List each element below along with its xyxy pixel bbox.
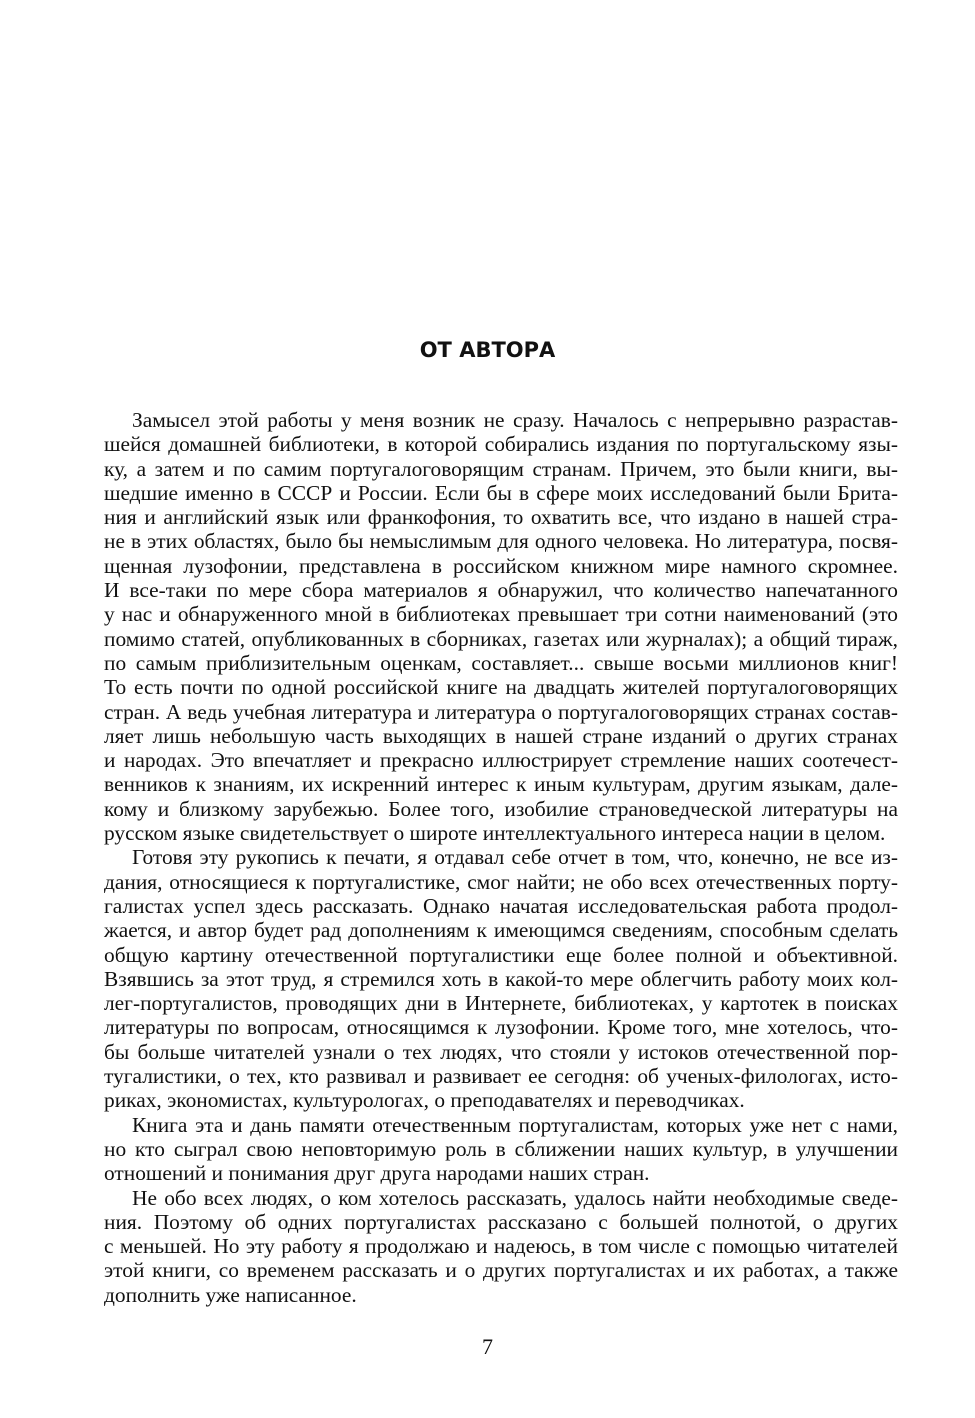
text-line: риках, экономистах, культурологах, о преподавателях и переводчиках. (104, 1088, 745, 1113)
text-line: жается, и автор будет рад дополнениям к имеющимся сведениям, способным сделать (104, 918, 898, 943)
text-line: шедшие именно в СССР и России. Если бы в сфере моих исследований были Брита- (104, 480, 898, 505)
text-line: русском языке свидетельствует о широте интеллектуального интереса нации в целом. (104, 821, 886, 846)
text-line: Книга эта и дань памяти отечественным португалистам, которых уже нет с нами, (132, 1112, 898, 1137)
text-line: Взявшись за этот труд, я стремился хоть в какой-то мере облегчить работу моих кол- (104, 966, 898, 991)
text-line: у нас и обнаруженного мной в библиотеках превышает три сотни наименований (это (104, 602, 898, 627)
paragraph (104, 1113, 898, 1186)
text-line: щенная лузофонии, представлена в российском книжном мире намного скромнее. (104, 553, 898, 578)
body-text (104, 408, 898, 1307)
text-line: стран. А ведь учебная литература и литература о португалоговорящих странах состав- (104, 699, 898, 724)
text-line: галистах успел здесь рассказать. Однако начатая исследовательская работа продол- (104, 893, 898, 918)
text-line: ния и английский язык или франкофония, то охватить все, что издано в нашей стра- (104, 505, 898, 530)
text-line: помимо статей, опубликованных в сборниках, газетах или журналах); а общий тираж, (104, 626, 898, 651)
text-line: Готовя эту рукопись к печати, я отдавал себе отчет в том, что, конечно, не все из- (132, 845, 898, 870)
text-line: по самым приблизительным оценкам, составляет... свыше восьми миллионов книг! (104, 650, 898, 675)
text-line: и народах. Это впечатляет и прекрасно иллюстрирует стремление наших соотечест- (104, 748, 898, 773)
text-line: бы больше читателей узнали о тех людях, что стояли у истоков отечественной пор- (104, 1039, 898, 1064)
text-line: кому и близкому зарубежью. Более того, изобилие страноведческой литературы на (104, 796, 898, 821)
text-line: дополнить уже написанное. (104, 1282, 357, 1307)
page-number: 7 (482, 1334, 493, 1359)
text-line: этой книги, со временем рассказать и о других португалистах и их работах, а также (104, 1258, 898, 1283)
text-line: тугалистики, о тех, кто развивал и развивает ее сегодня: об ученых-филологах, исто- (104, 1064, 898, 1089)
text-line: И все-таки по мере сбора материалов я обнаружил, что количество напечатанного (104, 578, 898, 603)
text-line: но кто сыграл свою неповторимую роль в сближении наших культур, в улучшении (104, 1136, 898, 1161)
text-line: венников к знаниям, их искренний интерес к иным культурам, другим языкам, дале- (104, 772, 898, 797)
text-line: отношений и понимания друг друга народами наших стран. (104, 1161, 650, 1186)
text-line: дания, относящиеся к португалистике, смог найти; не обо всех отечественных порту- (104, 869, 898, 894)
text-line: Замысел этой работы у меня возник не сразу. Началось с непрерывно разрастав- (132, 408, 898, 432)
text-line: общую картину отечественной португалистики еще более полной и объективной. (104, 942, 898, 967)
text-line: шейся домашней библиотеки, в которой собирались издания по португальскому язы- (104, 432, 898, 457)
paragraph (104, 845, 898, 1112)
text-line: с меньшей. Но эту работу я продолжаю и надеюсь, в том числе с помощью читателей (104, 1234, 898, 1259)
paragraph (104, 408, 898, 845)
paragraph (104, 1186, 898, 1307)
page-title: ОТ АВТОРА (419, 338, 556, 362)
text-line: лег-португалистов, проводящих дни в Интернете, библиотеках, у картотек в поисках (104, 991, 898, 1016)
text-line: ляет лишь небольшую часть выходящих в нашей стране изданий о других странах (104, 723, 898, 748)
text-line: не в этих областях, было бы немыслимым для одного человека. Но литература, посвя- (104, 529, 898, 554)
text-line: ния. Поэтому об одних португалистах рассказано с большей полнотой, о других (104, 1209, 898, 1234)
text-line: То есть почти по одной российской книге на двадцать жителей португалоговорящих (104, 675, 898, 700)
text-line: ку, а затем и по самим португалоговорящим странам. Причем, это были книги, вы- (104, 456, 898, 481)
text-line: литературы по вопросам, относящимся к лузофонии. Кроме того, мне хотелось, что- (104, 1015, 898, 1040)
text-line: Не обо всех людях, о ком хотелось рассказать, удалось найти необходимые сведе- (132, 1185, 898, 1210)
